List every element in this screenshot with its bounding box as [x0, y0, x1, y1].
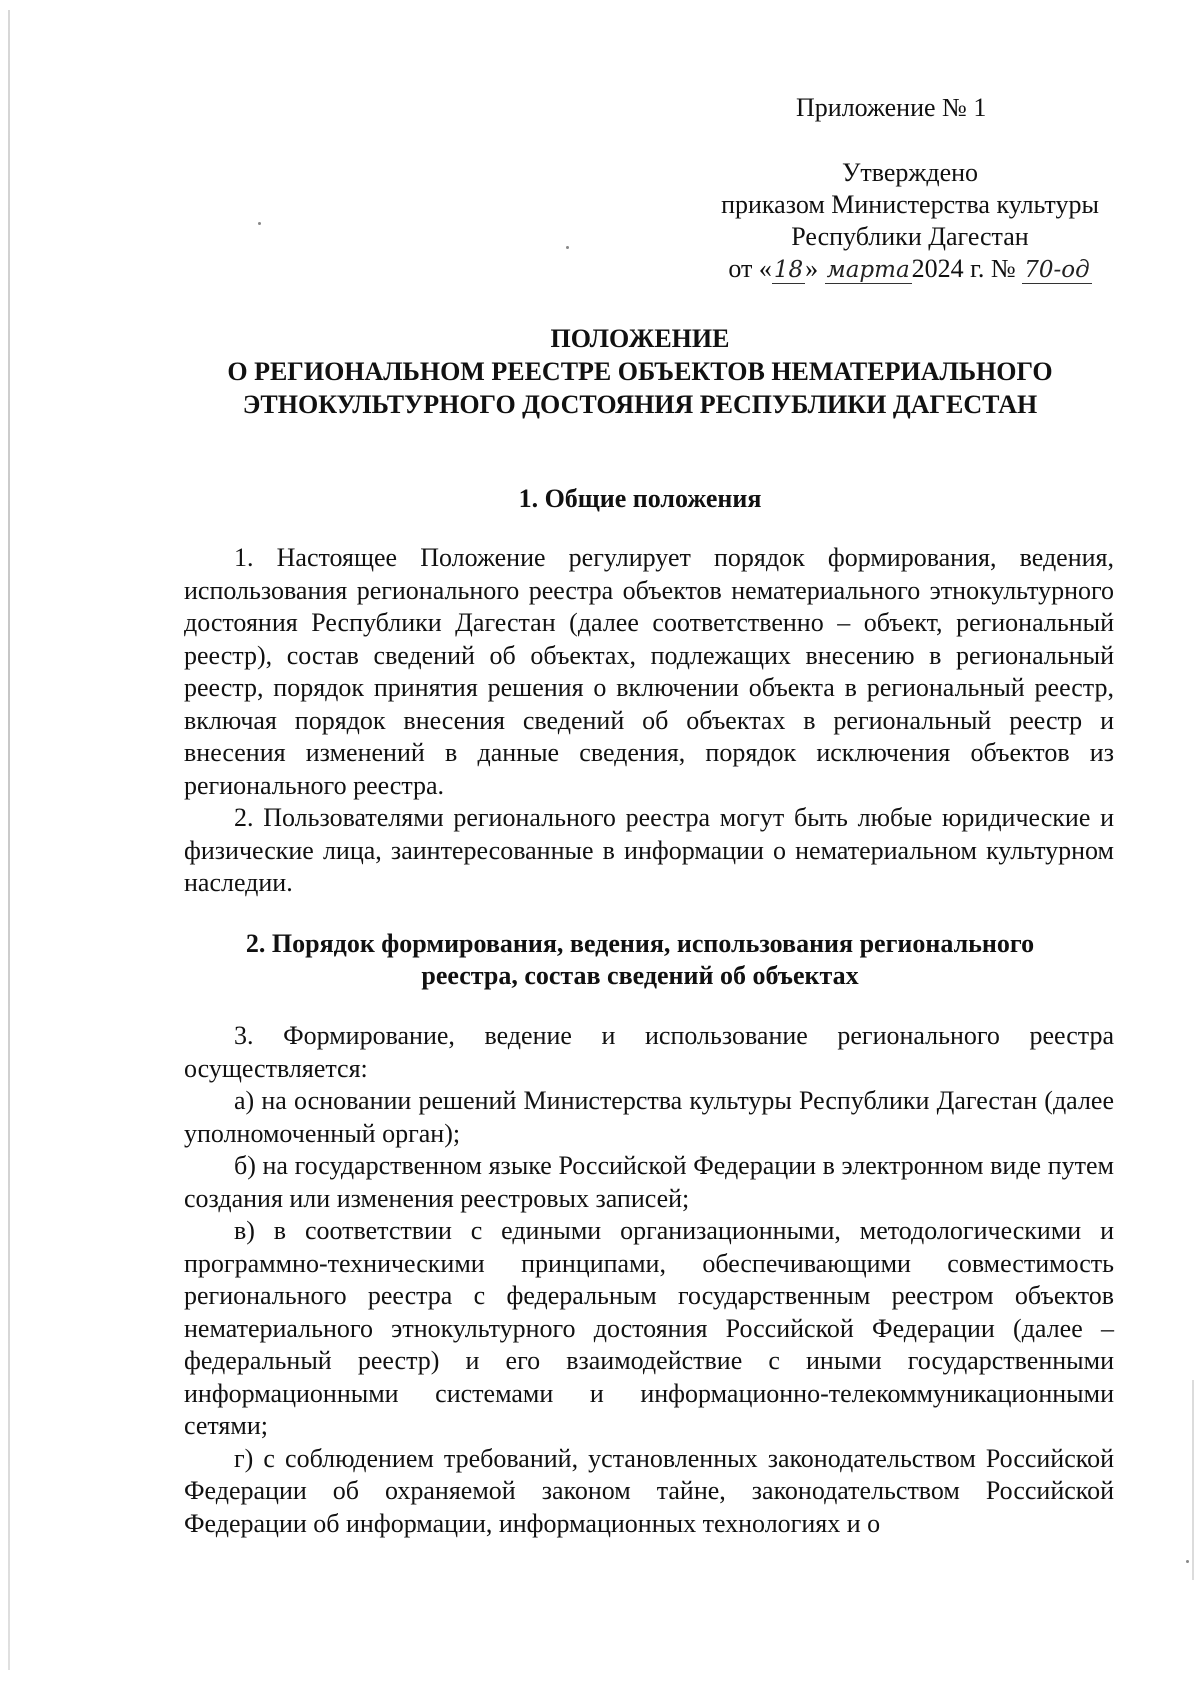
document-title — [180, 322, 1100, 421]
appendix-label: Приложение № 1 — [796, 93, 987, 122]
section-2-heading-line-2: реестра, состав сведений об объектах — [421, 961, 859, 990]
scan-speck — [1186, 1560, 1189, 1563]
date-prefix: от « — [728, 254, 772, 283]
section-2-body — [184, 1020, 1114, 1540]
paragraph-1: 1. Настоящее Положение регулирует порядок формирования, ведения, использования регионального реестра объектов нематериального этнокультурного достояния Республики Дагестан (далее соответственно – объект, региональный реестр), состав сведений об объектах, подлежащих внесению в региональный реестр, порядок принятия решения о включении объекта в региональный реестр, включая порядок внесения сведений об объектах в региональный реестр и внесения изменений в данные сведения, порядок исключения объектов из регионального реестра. — [184, 543, 1114, 800]
approved-label: Утверждено — [841, 158, 979, 187]
paragraph-3: 3. Формирование, ведение и использование регионального реестра осуществляется: — [184, 1021, 1114, 1083]
scan-speck — [566, 246, 569, 249]
paragraph-3a: а) на основании решений Министерства культуры Республики Дагестан (далее уполномоченный орган); — [184, 1086, 1114, 1148]
scan-edge-left — [8, 10, 10, 1670]
date-mid: » — [805, 254, 819, 283]
order-number-handwritten: 70-од — [1024, 257, 1090, 283]
section-1-heading-text: 1. Общие положения — [518, 484, 762, 513]
title-line-1: ПОЛОЖЕНИЕ — [550, 324, 730, 353]
paragraph-3v: в) в соответствии с едиными организационными, методологическими и программно-техническими принципами, обеспечивающими совместимость регионального реестра с федеральным государственным реестром объектов нематериального этнокультурного достояния Российской Федерации (далее – федеральный реестр) и его взаимодействие с иными государственными информационными системами и информационно-телекоммуникационными сетями; — [184, 1216, 1114, 1440]
scan-edge-right — [1192, 1380, 1194, 1580]
section-2-heading-line-1: 2. Порядок формирования, ведения, использования регионального — [245, 929, 1035, 958]
date-line — [690, 253, 1130, 286]
republic-line: Республики Дагестан — [791, 222, 1029, 251]
date-year: 2024 г. № — [911, 254, 1016, 283]
section-2-heading — [180, 928, 1100, 992]
section-1-heading — [180, 483, 1100, 515]
approval-block — [690, 157, 1130, 286]
title-line-2: О РЕГИОНАЛЬНОМ РЕЕСТРЕ ОБЪЕКТОВ НЕМАТЕРИАЛЬНОГО — [227, 357, 1053, 386]
date-month-handwritten: марта — [826, 257, 910, 283]
paragraph-2: 2. Пользователями регионального реестра могут быть любые юридические и физические лица, заинтересованные в информации о нематериальном культурном наследии. — [184, 803, 1114, 897]
title-line-3: ЭТНОКУЛЬТУРНОГО ДОСТОЯНИЯ РЕСПУБЛИКИ ДАГЕСТАН — [242, 390, 1038, 419]
paragraph-3g: г) с соблюдением требований, установленных законодательством Российской Федерации об охраняемой законом тайне, законодательством Российской Федерации об информации, информационных технологиях и о — [184, 1443, 1114, 1538]
order-line: приказом Министерства культуры — [721, 190, 1099, 219]
section-1-body — [184, 542, 1114, 900]
date-day-handwritten: 18 — [773, 257, 804, 283]
paragraph-3b: б) на государственном языке Российской Федерации в электронном виде путем создания или изменения реестровых записей; — [184, 1151, 1114, 1213]
scan-speck — [258, 222, 261, 225]
